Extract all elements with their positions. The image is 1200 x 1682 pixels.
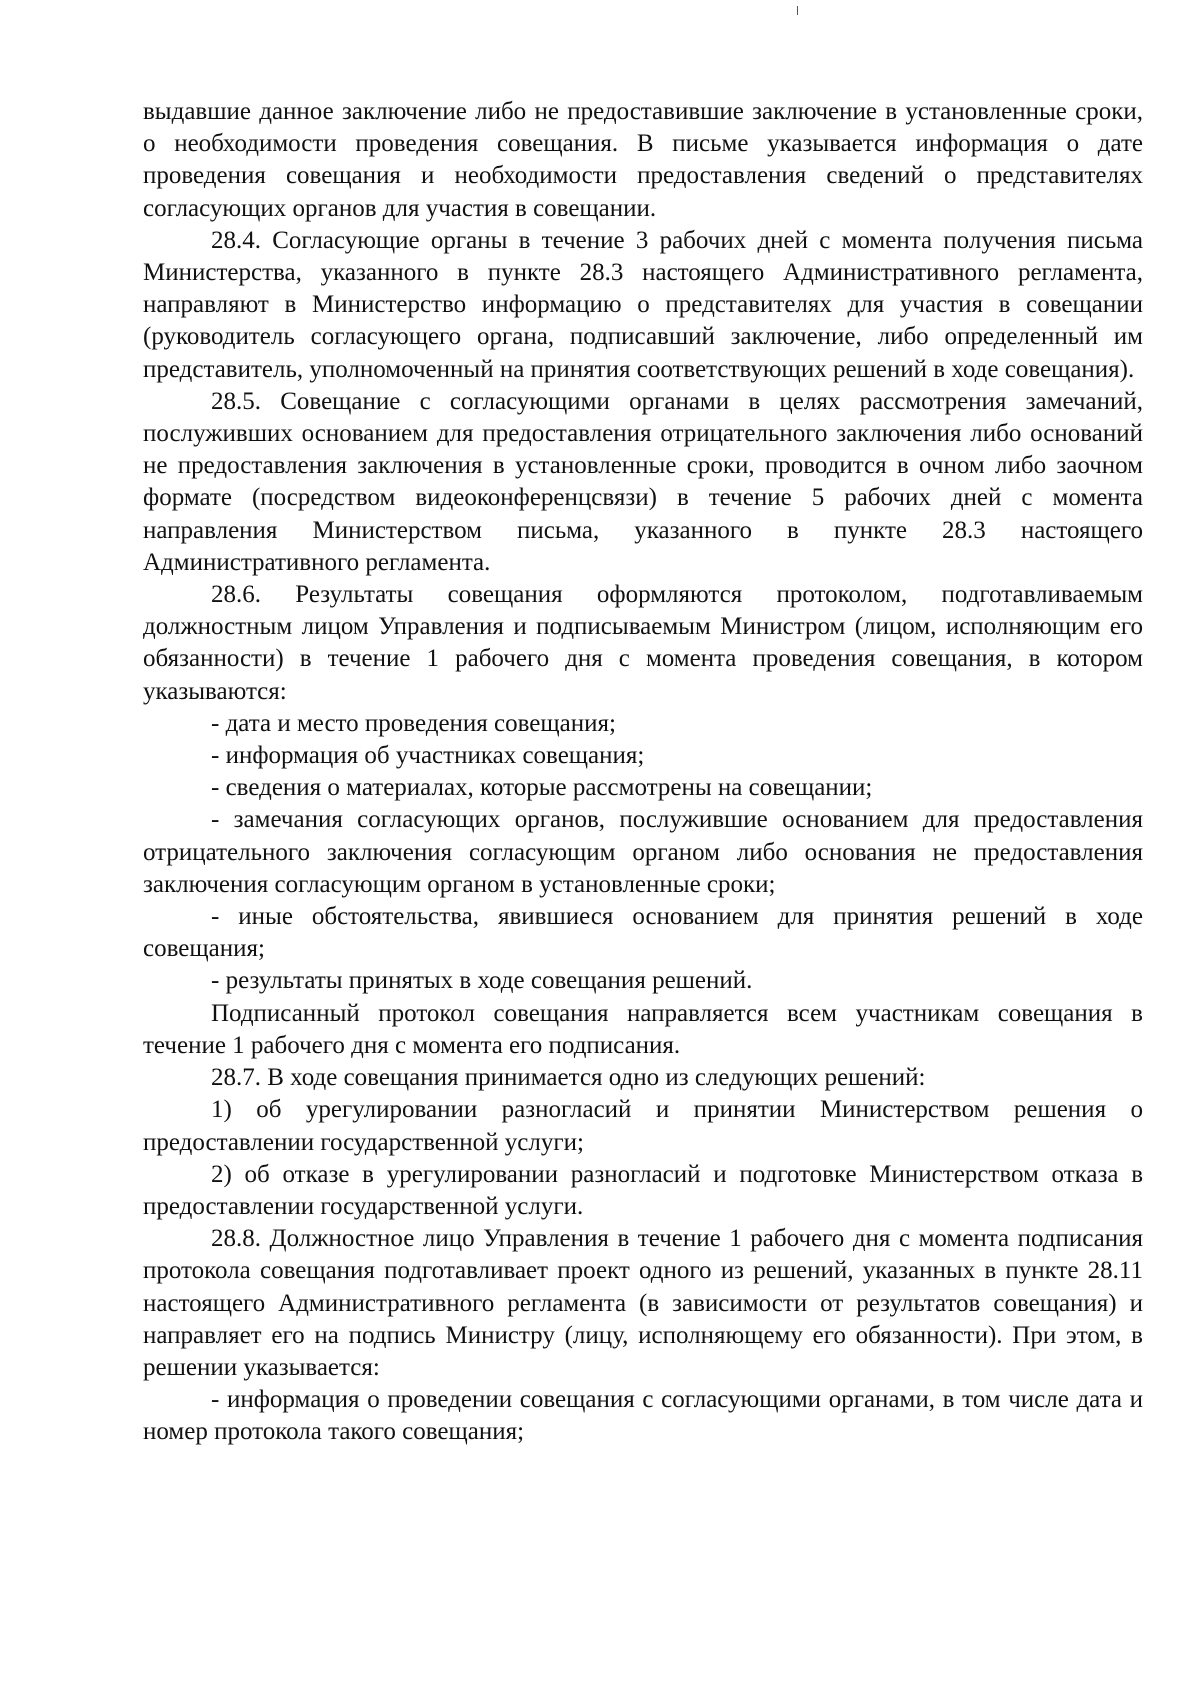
paragraph-28-7: 28.7. В ходе совещания принимается одно из следующих решений: [211,1064,926,1092]
scan-mark [797,6,798,15]
list-item: - сведения о материалах, которые рассмотрены на совещании; [211,774,873,802]
paragraph-28-6: 28.6. Результаты совещания оформляются протоколом, подготавливаемым должностным лицом Управления и подписываемым Министром (лицом, исполняющим его обязанности) в течение 1 рабочего дня с момента проведения совещания, в котором указываются: [143,581,1143,705]
document-body [143,96,1143,1449]
list-item: - информация об участниках совещания; [211,742,645,770]
list-item: 1) об урегулировании разногласий и принятии Министерством решения о предоставлении государственной услуги; [143,1096,1143,1156]
paragraph-28-8: 28.8. Должностное лицо Управления в течение 1 рабочего дня с момента подписания протокола совещания подготавливает проект одного из решений, указанных в пункте 28.11 настоящего Административного регламента (в зависимости от результатов совещания) и направляет его на подпись Министру (лицу, исполняющему его обязанности). При этом, в решении указывается: [143,1225,1143,1381]
paragraph-continuation: выдавшие данное заключение либо не предоставившие заключение в установленные сроки, о необходимости проведения совещания. В письме указывается информация о дате проведения совещания и необходимости предоставления сведений о представителях согласующих органов для участия в совещании. [143,98,1143,222]
list-item: - результаты принятых в ходе совещания решений. [211,967,753,995]
list-item: - иные обстоятельства, явившиеся основанием для принятия решений в ходе совещания; [143,903,1143,963]
list-item: - информация о проведении совещания с согласующими органами, в том числе дата и номер протокола такого совещания; [143,1386,1143,1446]
list-item: - замечания согласующих органов, послужившие основанием для предоставления отрицательного заключения согласующим органом либо основания не предоставления заключения согласующим органом в установленные сроки; [143,806,1143,898]
paragraph-28-5: 28.5. Совещание с согласующими органами в целях рассмотрения замечаний, послуживших основанием для предоставления отрицательного заключения либо оснований не предоставления заключения в установленные сроки, проводится в очном либо заочном формате (посредством видеоконференцсвязи) в течение 5 рабочих дней с момента направления Министерством письма, указанного в пункте 28.3 настоящего Административного регламента. [143,387,1143,576]
list-item: 2) об отказе в урегулировании разногласий и подготовке Министерством отказа в предоставлении государственной услуги. [143,1160,1143,1220]
paragraph-protocol: Подписанный протокол совещания направляется всем участникам совещания в течение 1 рабочего дня с момента его подписания. [143,999,1143,1059]
paragraph-28-4: 28.4. Согласующие органы в течение 3 рабочих дней с момента получения письма Министерства, указанного в пункте 28.3 настоящего Административного регламента, направляют в Министерство информацию о представителях для участия в совещании (руководитель согласующего органа, подписавший заключение, либо определенный им представитель, уполномоченный на принятия соответствующих решений в ходе совещания). [143,226,1143,383]
list-item: - дата и место проведения совещания; [211,709,616,737]
